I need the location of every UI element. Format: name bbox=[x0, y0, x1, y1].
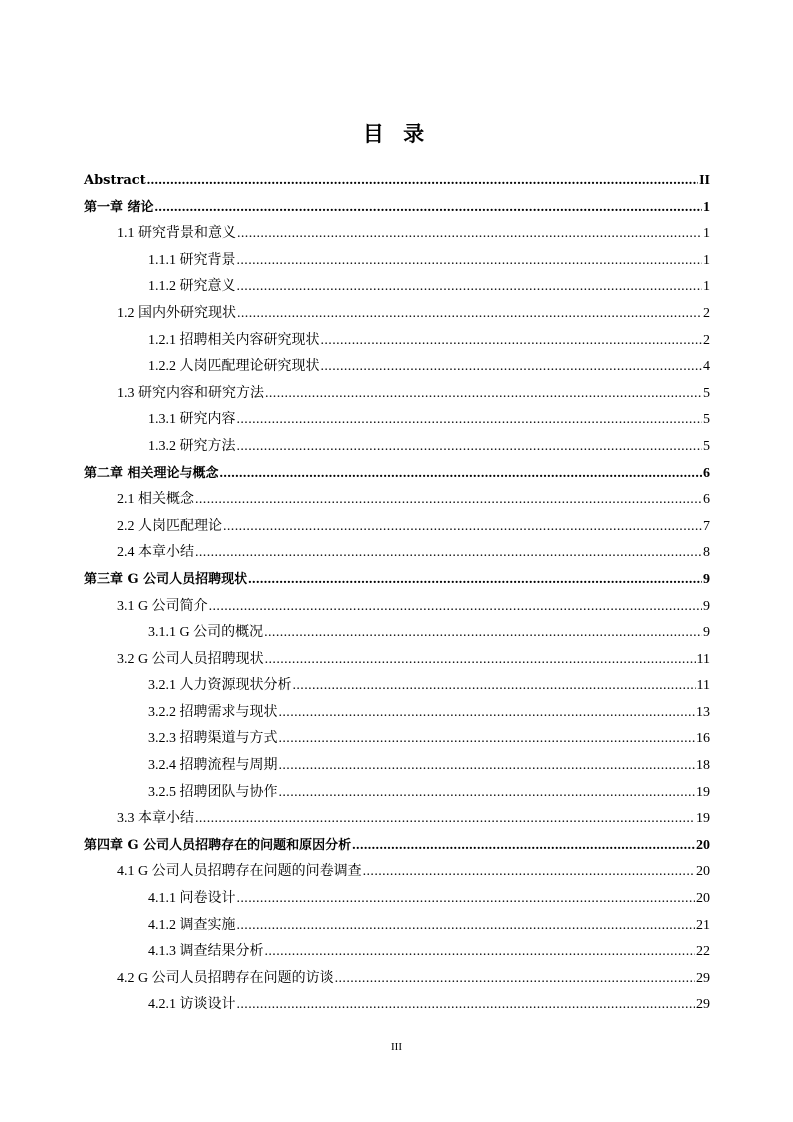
toc-entry-label: 3.2.2 招聘需求与现状 bbox=[148, 704, 278, 720]
toc-entry-label: 3.2.3 招聘渠道与方式 bbox=[148, 731, 278, 747]
toc-entry-page: 9 bbox=[703, 598, 710, 614]
dot-leader bbox=[195, 540, 702, 567]
toc-entry-page: 2 bbox=[703, 332, 710, 348]
toc-entry[interactable] bbox=[84, 594, 710, 621]
toc-entry[interactable] bbox=[84, 726, 710, 753]
toc-entry-label: 4.1.3 调查结果分析 bbox=[148, 944, 264, 960]
dot-leader bbox=[155, 195, 702, 222]
toc-entry-page: 22 bbox=[696, 944, 710, 960]
toc-entry-label: 4.2.1 访谈设计 bbox=[148, 997, 236, 1013]
toc-entry[interactable] bbox=[84, 221, 710, 248]
toc-entry-page: 20 bbox=[696, 837, 710, 853]
toc-entry-label: 3.2 G 公司人员招聘现状 bbox=[117, 651, 264, 667]
dot-leader bbox=[321, 328, 703, 355]
toc-entry-label: 第二章 相关理论与概念 bbox=[84, 465, 219, 481]
toc-entry-page: 21 bbox=[696, 917, 710, 933]
toc-entry[interactable] bbox=[84, 780, 710, 807]
dot-leader bbox=[363, 859, 695, 886]
toc-entry-page: 4 bbox=[703, 359, 710, 375]
toc-entry[interactable] bbox=[84, 673, 710, 700]
toc-entry-label: 3.2.5 招聘团队与协作 bbox=[148, 784, 278, 800]
dot-leader bbox=[147, 168, 698, 195]
toc-entry-label: 3.2.1 人力资源现状分析 bbox=[148, 678, 292, 694]
toc-entry-page: 20 bbox=[696, 891, 710, 907]
table-of-contents bbox=[84, 168, 710, 1019]
toc-entry[interactable] bbox=[84, 833, 710, 860]
toc-entry[interactable] bbox=[84, 195, 710, 222]
dot-leader bbox=[293, 673, 696, 700]
dot-leader bbox=[335, 966, 695, 993]
dot-leader bbox=[237, 301, 702, 328]
toc-entry[interactable] bbox=[84, 514, 710, 541]
dot-leader bbox=[248, 567, 702, 594]
toc-entry[interactable] bbox=[84, 301, 710, 328]
toc-entry-page: 9 bbox=[703, 625, 710, 641]
toc-entry[interactable] bbox=[84, 913, 710, 940]
toc-entry-page: 1 bbox=[703, 199, 710, 215]
toc-entry-label: 2.2 人岗匹配理论 bbox=[117, 518, 222, 534]
toc-entry-page: 19 bbox=[696, 811, 710, 827]
toc-entry-page: 5 bbox=[703, 412, 710, 428]
dot-leader bbox=[237, 434, 703, 461]
toc-entry-label: 3.1.1 G 公司的概况 bbox=[148, 625, 264, 641]
toc-entry-label: 1.2 国内外研究现状 bbox=[117, 305, 236, 321]
toc-entry-label: 3.2.4 招聘流程与周期 bbox=[148, 758, 278, 774]
toc-entry[interactable] bbox=[84, 966, 710, 993]
toc-entry[interactable] bbox=[84, 992, 710, 1019]
toc-entry[interactable] bbox=[84, 620, 710, 647]
dot-leader bbox=[279, 753, 696, 780]
toc-entry[interactable] bbox=[84, 886, 710, 913]
dot-leader bbox=[265, 381, 702, 408]
toc-entry-label: 第一章 绪论 bbox=[84, 199, 154, 215]
dot-leader bbox=[209, 594, 702, 621]
dot-leader bbox=[237, 221, 702, 248]
dot-leader bbox=[279, 780, 696, 807]
toc-entry[interactable] bbox=[84, 700, 710, 727]
dot-leader bbox=[265, 647, 696, 674]
toc-entry-page: 9 bbox=[703, 571, 710, 587]
toc-entry-label: 3.1 G 公司简介 bbox=[117, 598, 208, 614]
toc-entry-label: 第三章 G 公司人员招聘现状 bbox=[84, 571, 248, 587]
toc-entry-label: 2.4 本章小结 bbox=[117, 545, 194, 561]
toc-entry-page: 1 bbox=[703, 279, 710, 295]
toc-entry[interactable] bbox=[84, 248, 710, 275]
toc-entry-label: 1.1.2 研究意义 bbox=[148, 279, 236, 295]
toc-entry[interactable] bbox=[84, 487, 710, 514]
dot-leader bbox=[237, 886, 696, 913]
toc-entry-label: 4.2 G 公司人员招聘存在问题的访谈 bbox=[117, 970, 334, 986]
dot-leader bbox=[195, 806, 695, 833]
toc-title: 目 录 bbox=[362, 122, 431, 146]
dot-leader bbox=[237, 992, 696, 1019]
dot-leader bbox=[321, 354, 703, 381]
toc-entry-page: 2 bbox=[703, 305, 710, 321]
toc-entry-label: 1.2.2 人岗匹配理论研究现状 bbox=[148, 359, 320, 375]
dot-leader bbox=[264, 620, 702, 647]
dot-leader bbox=[195, 487, 702, 514]
toc-entry[interactable] bbox=[84, 381, 710, 408]
toc-entry[interactable] bbox=[84, 939, 710, 966]
toc-entry-label: 1.3.1 研究内容 bbox=[148, 412, 236, 428]
toc-entry[interactable] bbox=[84, 434, 710, 461]
dot-leader bbox=[220, 461, 702, 488]
dot-leader bbox=[279, 700, 696, 727]
toc-entry-page: 8 bbox=[703, 545, 710, 561]
toc-entry-label: Abstract bbox=[84, 173, 146, 188]
toc-entry-page: 18 bbox=[696, 758, 710, 774]
toc-entry-page: 29 bbox=[696, 970, 710, 986]
dot-leader bbox=[237, 407, 703, 434]
dot-leader bbox=[237, 274, 703, 301]
toc-entry-page: 16 bbox=[696, 731, 710, 747]
toc-entry-page: 11 bbox=[696, 678, 710, 694]
toc-entry-page: 5 bbox=[703, 385, 710, 401]
toc-entry[interactable] bbox=[84, 859, 710, 886]
toc-entry[interactable] bbox=[84, 168, 710, 195]
toc-entry[interactable] bbox=[84, 806, 710, 833]
page-number: III bbox=[391, 1041, 402, 1053]
toc-entry-label: 1.3 研究内容和研究方法 bbox=[117, 385, 264, 401]
toc-entry-page: 29 bbox=[696, 997, 710, 1013]
toc-entry-label: 3.3 本章小结 bbox=[117, 811, 194, 827]
toc-entry[interactable] bbox=[84, 461, 710, 488]
toc-entry-page: 1 bbox=[703, 226, 710, 242]
toc-entry-page: 6 bbox=[703, 465, 710, 481]
toc-entry-label: 1.1 研究背景和意义 bbox=[117, 226, 236, 242]
toc-entry-page: 7 bbox=[703, 518, 710, 534]
toc-entry-label: 1.3.2 研究方法 bbox=[148, 438, 236, 454]
toc-entry-page: 11 bbox=[696, 651, 710, 667]
toc-entry-page: 19 bbox=[696, 784, 710, 800]
toc-entry-label: 4.1.1 问卷设计 bbox=[148, 891, 236, 907]
toc-entry[interactable] bbox=[84, 274, 710, 301]
toc-entry-page: 6 bbox=[703, 492, 710, 508]
toc-entry[interactable] bbox=[84, 647, 710, 674]
toc-entry-label: 第四章 G 公司人员招聘存在的问题和原因分析 bbox=[84, 837, 352, 853]
toc-entry[interactable] bbox=[84, 540, 710, 567]
toc-entry-label: 2.1 相关概念 bbox=[117, 492, 194, 508]
toc-entry-page: 1 bbox=[703, 252, 710, 268]
toc-entry-page: 13 bbox=[696, 704, 710, 720]
dot-leader bbox=[237, 248, 703, 275]
toc-entry[interactable] bbox=[84, 567, 710, 594]
toc-entry-label: 1.1.1 研究背景 bbox=[148, 252, 236, 268]
toc-entry[interactable] bbox=[84, 328, 710, 355]
toc-entry-page: 20 bbox=[696, 864, 710, 880]
toc-entry[interactable] bbox=[84, 354, 710, 381]
dot-leader bbox=[223, 514, 702, 541]
dot-leader bbox=[352, 833, 695, 860]
toc-entry-page: II bbox=[699, 173, 710, 188]
dot-leader bbox=[279, 726, 696, 753]
toc-entry-label: 4.1.2 调查实施 bbox=[148, 917, 236, 933]
toc-entry-page: 5 bbox=[703, 438, 710, 454]
toc-entry[interactable] bbox=[84, 753, 710, 780]
toc-entry[interactable] bbox=[84, 407, 710, 434]
dot-leader bbox=[265, 939, 696, 966]
toc-entry-label: 4.1 G 公司人员招聘存在问题的问卷调查 bbox=[117, 864, 362, 880]
toc-entry-label: 1.2.1 招聘相关内容研究现状 bbox=[148, 332, 320, 348]
dot-leader bbox=[237, 913, 696, 940]
